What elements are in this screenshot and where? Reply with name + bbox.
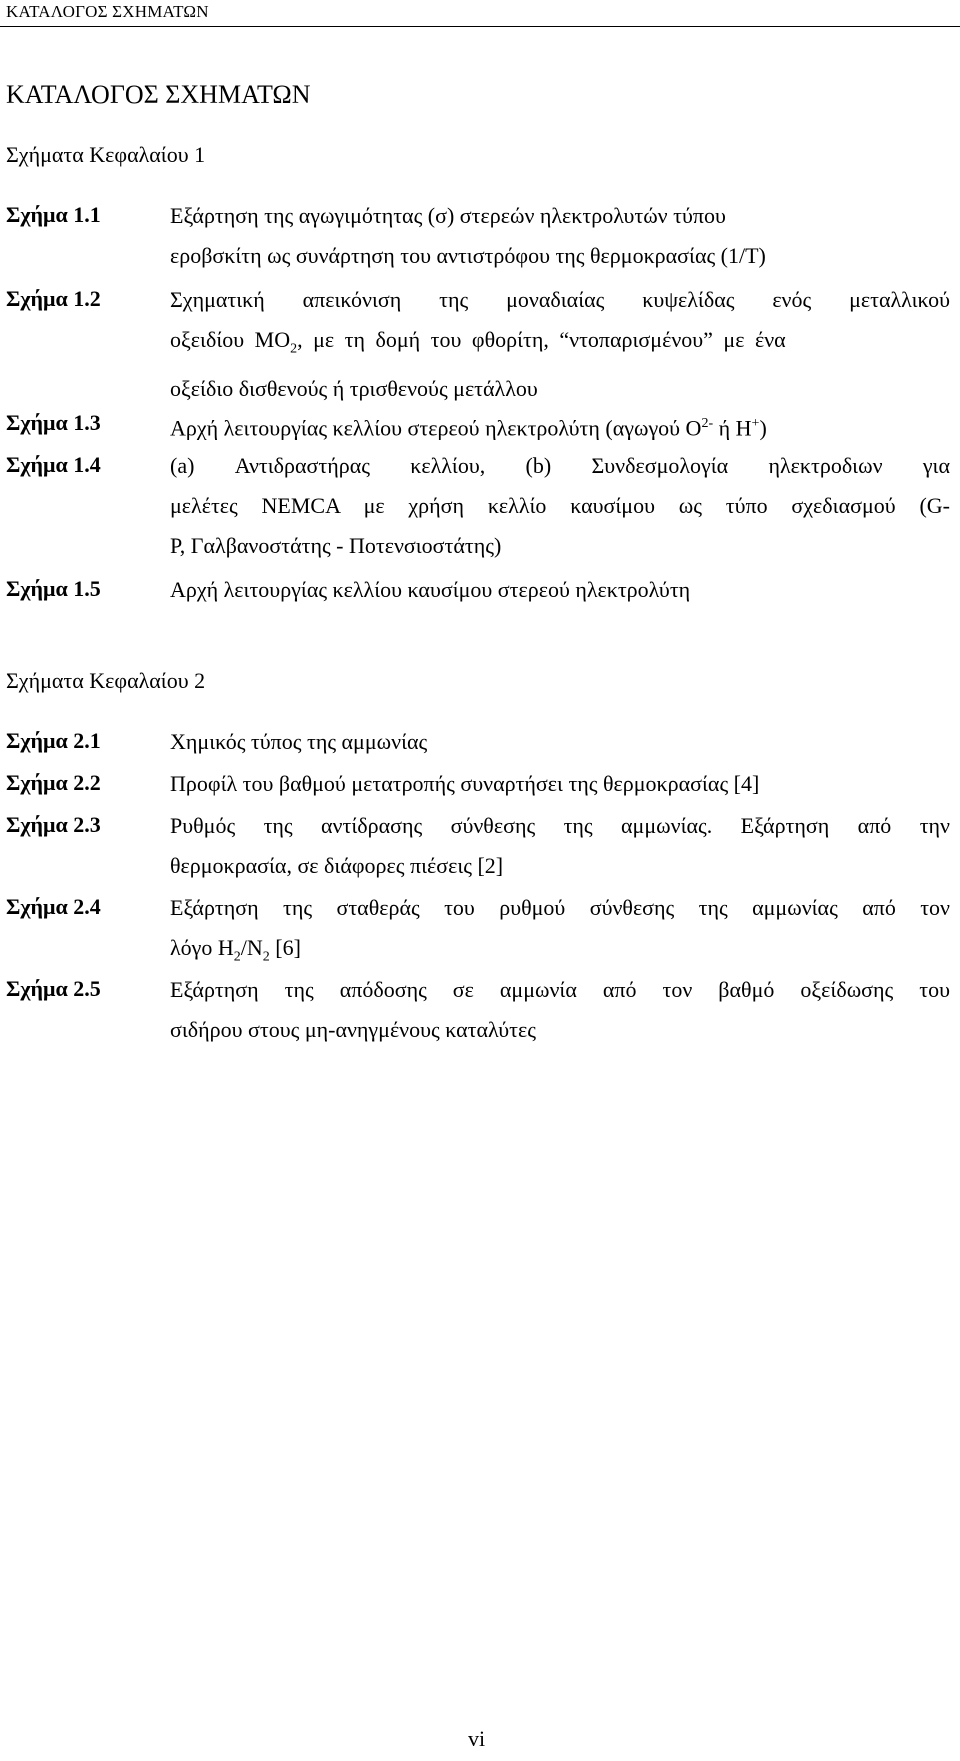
figure-label: Σχήμα 1.1 (6, 202, 101, 227)
superscript: + (751, 416, 760, 431)
chapter2-heading: Σχήματα Κεφαλαίου 2 (6, 668, 206, 693)
chapter1-heading: Σχήματα Κεφαλαίου 1 (6, 142, 206, 167)
page-title: ΚΑΤΑΛΟΓΟΣ ΣΧΗΜΑΤΩΝ (6, 80, 311, 109)
caption-text: , με τη δομή του φθορίτη, “ντοπαρισμένου” με ένα (297, 327, 786, 352)
figure-caption (170, 970, 950, 1050)
caption-line (170, 404, 950, 448)
caption-text: /N (240, 935, 263, 960)
caption-line: Ρυθμός της αντίδρασης σύνθεσης της αμμωνίας. Εξάρτηση από την (170, 813, 950, 838)
caption-text: λόγο H (170, 935, 234, 960)
figure-caption (170, 570, 950, 610)
caption-line: P, Γαλβανοστάτης - Ποτενσιοστάτης) (170, 533, 502, 558)
figure-label: Σχήμα 2.2 (6, 770, 101, 795)
caption-line: μελέτες NEMCA με χρήση κελλίο καυσίμου ως τύπο σχεδιασμού (G- (170, 493, 950, 518)
figure-label: Σχήμα 2.3 (6, 812, 101, 837)
caption-text: οξειδίου MO (170, 327, 291, 352)
figure-label: Σχήμα 2.4 (6, 894, 101, 919)
figure-caption (170, 888, 950, 977)
page-number: vi (468, 1726, 486, 1751)
caption-line: εροβσκίτη ως συνάρτηση του αντιστρόφου της θερμοκρασίας (1/T) (170, 243, 766, 268)
figure-label: Σχήμα 2.1 (6, 728, 101, 753)
header-title: ΚΑΤΑΛΟΓΟΣ ΣΧΗΜΑΤΩΝ (6, 2, 209, 21)
figure-caption (170, 764, 950, 804)
subscript: 2 (290, 341, 298, 357)
caption-text: [6] (269, 935, 301, 960)
figure-caption (170, 196, 950, 276)
caption-text: Αρχή λειτουργίας κελλίου στερεού ηλεκτρολύτη (αγωγού O (170, 415, 702, 441)
subscript: 2 (262, 949, 270, 965)
figure-label: Σχήμα 1.5 (6, 576, 101, 601)
figure-caption (170, 806, 950, 886)
figure-label: Σχήμα 2.5 (6, 976, 101, 1001)
figure-label: Σχήμα 1.2 (6, 286, 101, 311)
caption-line: Σχηματική απεικόνιση της μοναδιαίας κυψελίδας ενός μεταλλικού (170, 287, 950, 312)
caption-text: ) (759, 415, 767, 441)
caption-line: (a) Αντιδραστήρας κελλίου, (b) Συνδεσμολογία ηλεκτροδιων για (170, 453, 950, 478)
caption-line: Αρχή λειτουργίας κελλίου καυσίμου στερεού ηλεκτρολύτη (170, 577, 691, 602)
caption-line: Χημικός τύπος της αμμωνίας (170, 729, 428, 754)
figure-caption (170, 404, 950, 448)
caption-text: ή H (713, 415, 752, 441)
figure-label: Σχήμα 1.3 (6, 410, 101, 435)
caption-line: Εξάρτηση της απόδοσης σε αμμωνία από τον βαθμό οξείδωσης του (170, 977, 950, 1002)
superscript: 2- (701, 416, 714, 431)
figure-caption (170, 446, 950, 566)
caption-line: θερμοκρασία, σε διάφορες πιέσεις [2] (170, 853, 504, 878)
figure-caption (170, 722, 950, 762)
caption-line: Προφίλ του βαθμού μετατροπής συναρτήσει της θερμοκρασίας [4] (170, 771, 760, 796)
caption-line (170, 320, 950, 369)
figure-label: Σχήμα 1.4 (6, 452, 101, 477)
caption-line: οξείδιο δισθενούς ή τρισθενούς μετάλλου (170, 376, 538, 402)
header-divider (0, 26, 960, 27)
caption-line: Εξάρτηση της σταθεράς του ρυθμού σύνθεσης της αμμωνίας από τον (170, 895, 950, 920)
caption-line: Εξάρτηση της αγωγιμότητας (σ) στερεών ηλεκτρολυτών τύπου (170, 203, 726, 228)
figure-caption (170, 280, 950, 409)
subscript: 2 (233, 949, 241, 965)
caption-line: σιδήρου στους μη-ανηγμένους καταλύτες (170, 1017, 536, 1042)
